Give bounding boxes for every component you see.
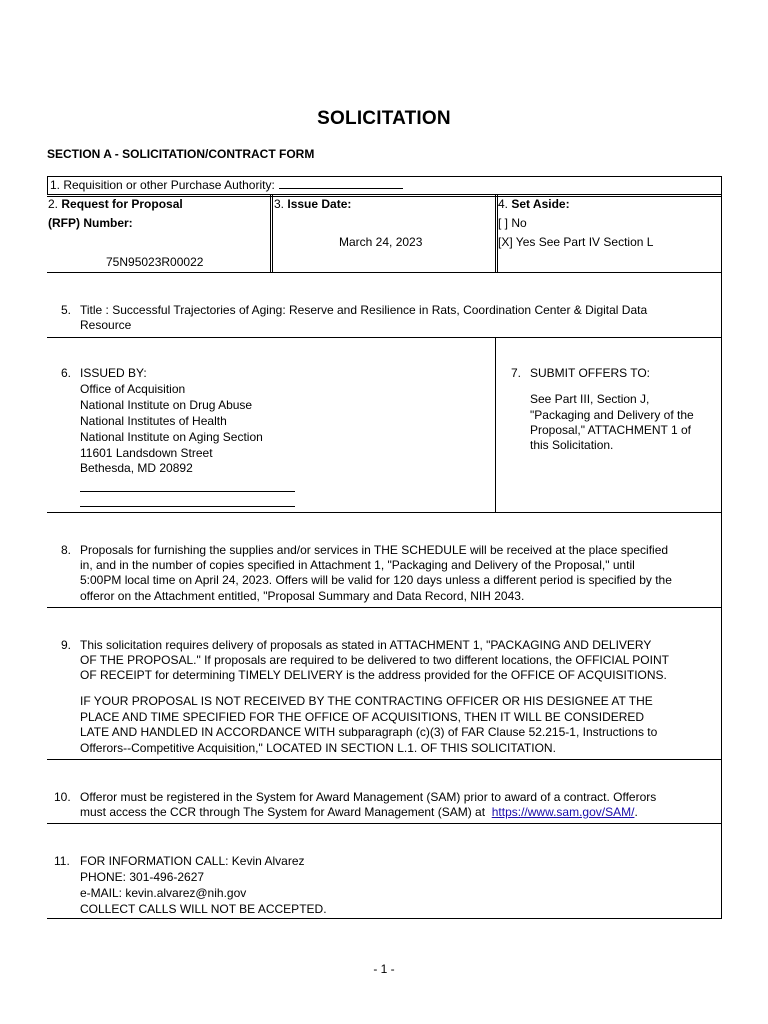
sam-link[interactable]: https://www.sam.gov/SAM/ — [491, 805, 635, 819]
late-proposal-line: IF YOUR PROPOSAL IS NOT RECEIVED BY THE CONTRACTING OFFICER OR HIS DESIGNEE AT THE — [80, 694, 653, 708]
submit-offers-label: SUBMIT OFFERS TO: — [530, 366, 651, 380]
issued-by-line: National Institute on Drug Abuse — [80, 398, 253, 412]
issued-by-line: National Institutes of Health — [80, 414, 227, 428]
section-heading: SECTION A - SOLICITATION/CONTRACT FORM — [47, 147, 315, 161]
divider — [47, 272, 721, 273]
divider — [47, 607, 721, 608]
set-aside-yes-checkbox: [X] Yes See Part IV Section L — [498, 235, 654, 249]
late-proposal-line: LATE AND HANDLED IN ACCORDANCE WITH subparagraph (c)(3) of FAR Clause 52.215-1, Instructions to — [80, 725, 658, 739]
submit-offers-line: this Solicitation. — [530, 438, 614, 452]
proposals-line: in, and in the number of copies specified in Attachment 1, "Packaging and Delivery of the Proposal," until — [80, 558, 635, 572]
item-number: 7. — [511, 366, 522, 380]
divider — [270, 194, 271, 273]
sam-line-1: Offeror must be registered in the System for Award Management (SAM) prior to award of a contract. Offerors — [80, 790, 657, 804]
rfp-number: 75N95023R00022 — [106, 255, 204, 269]
issue-date-label — [274, 197, 351, 213]
divider — [495, 194, 496, 273]
set-aside-label-text: Set Aside: — [511, 197, 570, 211]
rfp-label — [48, 197, 183, 213]
issue-date-value: March 24, 2023 — [339, 235, 423, 249]
item-number: 3. — [274, 197, 285, 211]
divider — [495, 337, 496, 513]
proposals-line: Proposals for furnishing the supplies and/or services in THE SCHEDULE will be received at the place specified — [80, 543, 669, 557]
delivery-line: OF THE PROPOSAL." If proposals are required to be delivered to two different locations, the OFFICIAL POINT — [80, 653, 669, 667]
issued-by-line: ISSUED BY: — [80, 366, 147, 380]
document-title: SOLICITATION — [317, 108, 451, 129]
form-border-right — [721, 176, 722, 919]
divider — [47, 918, 721, 919]
divider — [47, 512, 721, 513]
requisition-blank — [279, 177, 403, 189]
item-number: 11. — [54, 854, 70, 868]
delivery-line: OF RECEIPT for determining TIMELY DELIVERY is the address provided for the OFFICE OF ACQUISITIONS. — [80, 668, 667, 682]
item-number: 2. — [48, 197, 59, 211]
item-number: 5. — [61, 303, 72, 317]
page-number: - 1 - — [373, 962, 395, 976]
rfp-label-line2: (RFP) Number: — [48, 216, 133, 230]
divider — [47, 194, 721, 195]
divider — [272, 194, 273, 273]
item-number: 8. — [61, 543, 72, 557]
signature-line — [80, 491, 295, 492]
item-number: 9. — [61, 638, 72, 652]
contact-line: FOR INFORMATION CALL: Kevin Alvarez — [80, 854, 305, 868]
submit-offers-line: See Part III, Section J, — [530, 392, 650, 406]
contact-note: COLLECT CALLS WILL NOT BE ACCEPTED. — [80, 902, 327, 916]
sam-line-2-text: must access the CCR through The System for Award Management (SAM) at — [80, 805, 486, 819]
issued-by-line: Office of Acquisition — [80, 382, 186, 396]
submit-offers-line: "Packaging and Delivery of the — [530, 408, 694, 422]
delivery-line: This solicitation requires delivery of proposals as stated in ATTACHMENT 1, "PACKAGING AND DELIVERY — [80, 638, 652, 652]
set-aside-no-checkbox: [ ] No — [498, 216, 527, 230]
sam-line-2-end: . — [634, 805, 638, 819]
sam-line-2 — [80, 805, 638, 821]
divider — [47, 759, 721, 760]
proposals-line: offeror on the Attachment entitled, "Proposal Summary and Data Record, NIH 2043. — [80, 589, 525, 603]
issued-by-line: 11601 Landsdown Street — [80, 446, 213, 460]
requisition-label: 1. Requisition or other Purchase Authority: — [50, 178, 275, 192]
item-number: 4. — [498, 197, 509, 211]
set-aside-label — [498, 197, 570, 213]
late-proposal-line: Offerors--Competitive Acquisition," LOCATED IN SECTION L.1. OF THIS SOLICITATION. — [80, 741, 556, 755]
rfp-label-line1: Request for Proposal — [61, 197, 183, 211]
issue-date-label-text: Issue Date: — [287, 197, 352, 211]
requisition-field — [50, 177, 403, 194]
signature-line — [80, 506, 295, 507]
contact-email: e-MAIL: kevin.alvarez@nih.gov — [80, 886, 247, 900]
title-line-2: Resource — [80, 318, 132, 332]
proposals-line: 5:00PM local time on April 24, 2023. Offers will be valid for 120 days unless a different period is specified by the — [80, 573, 672, 587]
late-proposal-line: PLACE AND TIME SPECIFIED FOR THE OFFICE OF ACQUISITIONS, THEN IT WILL BE CONSIDERED — [80, 710, 645, 724]
submit-offers-line: Proposal," ATTACHMENT 1 of — [530, 423, 691, 437]
contact-phone: PHONE: 301-496-2627 — [80, 870, 205, 884]
form-border-left — [47, 176, 48, 195]
divider — [47, 337, 721, 338]
item-number: 6. — [61, 366, 72, 380]
issued-by-line: Bethesda, MD 20892 — [80, 461, 193, 475]
item-number: 10. — [54, 790, 71, 804]
issued-by-line: National Institute on Aging Section — [80, 430, 263, 444]
divider — [47, 823, 721, 824]
title-line-1: Title : Successful Trajectories of Aging: Reserve and Resilience in Rats, Coordination Center & Digital Data — [80, 303, 648, 317]
